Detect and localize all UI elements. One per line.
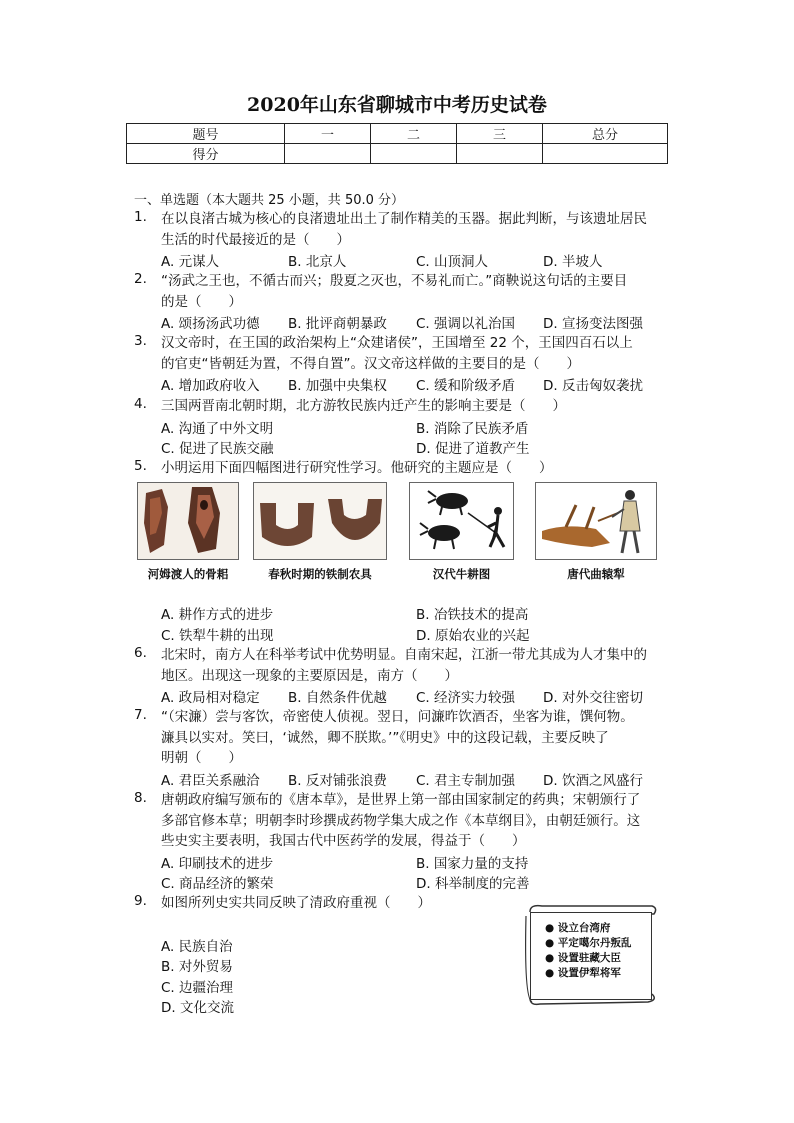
option-a[interactable]: A. 元谋人 xyxy=(161,254,220,270)
score-cell[interactable] xyxy=(371,144,457,164)
option-a-label: A. 民族自治 xyxy=(161,938,233,955)
question-stem-line: 的官吏“皆朝廷为置，不得自置”。汉文帝这样做的主要目的是（ ） xyxy=(161,355,580,372)
options xyxy=(161,852,674,873)
scroll-item: ● 平定噶尔丹叛乱 xyxy=(545,937,632,949)
option-b[interactable]: B. 自然条件优越 xyxy=(288,690,387,706)
question-stem-line: 在以良渚古城为核心的良渚遗址出土了制作精美的玉器。据此判断，与该遗址居民 xyxy=(161,211,647,227)
question-stem-line: 濂具以实对。笑曰，‘诚然，卿不朕欺。’”《明史》中的这段记载，主要反映了 xyxy=(161,729,609,746)
curved-plow-image xyxy=(535,482,657,560)
option-d-label: D. 文化交流 xyxy=(161,1000,234,1016)
scroll-item-text: 设置伊犁将军 xyxy=(557,967,621,979)
header-cell: 总分 xyxy=(543,124,668,144)
figure-caption: 河姆渡人的骨耜 xyxy=(147,567,229,581)
score-table-header-row xyxy=(127,124,668,144)
scroll-figure xyxy=(522,902,658,1006)
question-9 xyxy=(134,893,494,1017)
question-3 xyxy=(134,333,674,395)
scroll-item-text: 平定噶尔丹叛乱 xyxy=(557,937,632,949)
bone-spade-image xyxy=(137,482,239,560)
question-stem-line: 如图所列史实共同反映了清政府重视（ ） xyxy=(161,895,431,911)
option-b[interactable]: B. 加强中央集权 xyxy=(288,378,387,394)
exam-title: 2020年山东省聊城市中考历史试卷 xyxy=(247,94,547,116)
question-stem-line: 明朝（ ） xyxy=(161,750,242,766)
option-c[interactable]: C. 缓和阶级矛盾 xyxy=(416,378,516,394)
score-cell[interactable] xyxy=(285,144,371,164)
option-c[interactable]: C. 铁犁牛耕的出现 xyxy=(161,627,274,644)
option-a[interactable]: A. 增加政府收入 xyxy=(161,378,260,394)
header-cell: 一 xyxy=(285,124,371,144)
score-row-label: 得分 xyxy=(127,144,285,164)
question-1 xyxy=(134,209,674,271)
question-stem-line: 唐朝政府编写颁布的《唐本草》，是世界上第一部由国家制定的药典；宋朝颁行了 xyxy=(161,792,641,808)
option-d[interactable]: D. 半坡人 xyxy=(543,254,603,270)
question-stem-line: 地区。出现这一现象的主要原因是，南方（ ） xyxy=(161,667,458,684)
score-table-score-row xyxy=(127,144,668,164)
figure-curved-plow xyxy=(535,482,657,582)
question-5 xyxy=(134,458,674,479)
score-table xyxy=(126,123,668,164)
score-cell[interactable] xyxy=(543,144,668,164)
option-d[interactable]: D. 科举制度的完善 xyxy=(416,876,530,892)
question-7 xyxy=(134,707,674,789)
question-8 xyxy=(134,790,674,893)
option-b[interactable]: B. 消除了民族矛盾 xyxy=(416,420,529,437)
scroll-item: ● 设置伊犁将军 xyxy=(545,967,621,979)
option-d[interactable]: D. 对外交往密切 xyxy=(543,690,643,706)
options xyxy=(161,872,674,893)
question-stem-line: “汤武之王也，不循古而兴；殷夏之灭也，不易礼而亡。”商鞅说这句话的主要目 xyxy=(161,273,628,289)
figure-caption: 春秋时期的铁制农具 xyxy=(268,567,372,581)
options xyxy=(161,624,674,645)
option-c[interactable]: C. 山顶洞人 xyxy=(416,254,489,270)
option-c[interactable]: C. 君主专制加强 xyxy=(416,772,516,789)
option-d[interactable]: D. 反击匈奴袭扰 xyxy=(543,378,643,394)
question-stem-line: 北宋时，南方人在科举考试中优势明显。自南宋起，江浙一带尤其成为人才集中的 xyxy=(161,647,647,663)
option-c[interactable] xyxy=(161,976,494,997)
option-d[interactable] xyxy=(161,996,494,1017)
figure-ox-plowing xyxy=(409,482,514,582)
option-d[interactable]: D. 宣扬变法图强 xyxy=(543,316,643,332)
option-b[interactable]: B. 反对铺张浪费 xyxy=(288,772,387,789)
option-c[interactable]: C. 促进了民族交融 xyxy=(161,441,274,457)
question-number: 3. xyxy=(134,333,147,349)
question-stem-line: 汉文帝时，在王国的政治架构上“众建诸侯”，王国增至 22 个，王国四百石以上 xyxy=(161,335,633,351)
section-heading: 一、单选题（本大题共 25 小题，共 50.0 分） xyxy=(134,193,405,208)
option-b[interactable]: B. 批评商朝暴政 xyxy=(288,316,387,332)
question-6 xyxy=(134,645,674,707)
options xyxy=(161,686,674,707)
question-number: 1. xyxy=(134,209,147,225)
options xyxy=(161,374,674,395)
ox-plowing-image xyxy=(409,482,514,560)
option-b[interactable]: B. 北京人 xyxy=(288,254,347,270)
options xyxy=(161,437,674,458)
options xyxy=(161,250,674,271)
option-d[interactable]: D. 原始农业的兴起 xyxy=(416,627,530,644)
option-c[interactable]: C. 商品经济的繁荣 xyxy=(161,876,274,892)
figure-iron-tools xyxy=(253,482,387,582)
option-a[interactable]: A. 沟通了中外文明 xyxy=(161,420,274,437)
option-a[interactable]: A. 颂扬汤武功德 xyxy=(161,316,260,332)
header-cell: 三 xyxy=(457,124,543,144)
option-d[interactable]: D. 饮酒之风盛行 xyxy=(543,772,643,789)
iron-tools-image xyxy=(253,482,387,560)
question-stem-line: 些史实主要表明，我国古代中医药学的发展，得益于（ ） xyxy=(161,833,526,849)
option-b[interactable]: B. 国家力量的支持 xyxy=(416,855,529,872)
question-stem-line: 生活的时代最接近的是（ ） xyxy=(161,231,350,248)
option-b[interactable] xyxy=(161,955,494,976)
figure-bone-spade xyxy=(137,482,239,582)
question-number: 6. xyxy=(134,645,147,661)
option-a[interactable] xyxy=(161,935,494,956)
option-a[interactable]: A. 印刷技术的进步 xyxy=(161,855,274,872)
question-number: 4. xyxy=(134,396,147,412)
options xyxy=(161,417,674,438)
question-number: 5. xyxy=(134,458,147,474)
question-stem-line: “（宋濂）尝与客饮，帝密使人侦视。翌日，问濂昨饮酒否，坐客为谁，馔何物。 xyxy=(161,709,634,725)
scroll-item-text: 设立台湾府 xyxy=(557,922,611,934)
question-number: 7. xyxy=(134,707,147,723)
options xyxy=(161,312,674,333)
option-c[interactable]: C. 经济实力较强 xyxy=(416,690,516,706)
options xyxy=(161,769,674,790)
score-cell[interactable] xyxy=(457,144,543,164)
option-d[interactable]: D. 促进了道教产生 xyxy=(416,441,530,457)
question-stem-line: 多部官修本草；明朝李时珍撰成药物学集大成之作《本草纲目》，由朝廷颁行。这 xyxy=(161,812,641,829)
scroll-item: ● 设立台湾府 xyxy=(545,922,611,934)
option-c-label: C. 边疆治理 xyxy=(161,979,234,996)
question-number: 8. xyxy=(134,790,147,806)
figure-caption: 唐代曲辕犁 xyxy=(567,567,625,581)
question-stem-line: 三国两晋南北朝时期，北方游牧民族内迁产生的影响主要是（ ） xyxy=(161,398,566,414)
question-stem-line: 的是（ ） xyxy=(161,293,242,310)
option-a[interactable]: A. 政局相对稳定 xyxy=(161,690,260,706)
option-a[interactable]: A. 君臣关系融洽 xyxy=(161,772,260,789)
scroll-body xyxy=(530,912,652,1000)
question-2 xyxy=(134,271,674,333)
scroll-item-text: 设置驻藏大臣 xyxy=(557,952,621,964)
figure-caption: 汉代牛耕图 xyxy=(432,567,491,581)
question-number: 2. xyxy=(134,271,147,287)
question-number: 9. xyxy=(134,893,147,909)
question-5-options xyxy=(134,603,674,644)
header-cell: 题号 xyxy=(127,124,285,144)
scroll-item: ● 设置驻藏大臣 xyxy=(545,952,621,964)
option-c[interactable]: C. 强调以礼治国 xyxy=(416,316,516,332)
option-b[interactable]: B. 冶铁技术的提高 xyxy=(416,607,529,623)
option-a[interactable]: A. 耕作方式的进步 xyxy=(161,607,274,623)
header-cell: 二 xyxy=(371,124,457,144)
options xyxy=(161,603,674,624)
question-stem-line: 小明运用下面四幅图进行研究性学习。他研究的主题应是（ ） xyxy=(161,460,553,476)
option-b-label: B. 对外贸易 xyxy=(161,959,233,975)
question-4 xyxy=(134,396,674,458)
